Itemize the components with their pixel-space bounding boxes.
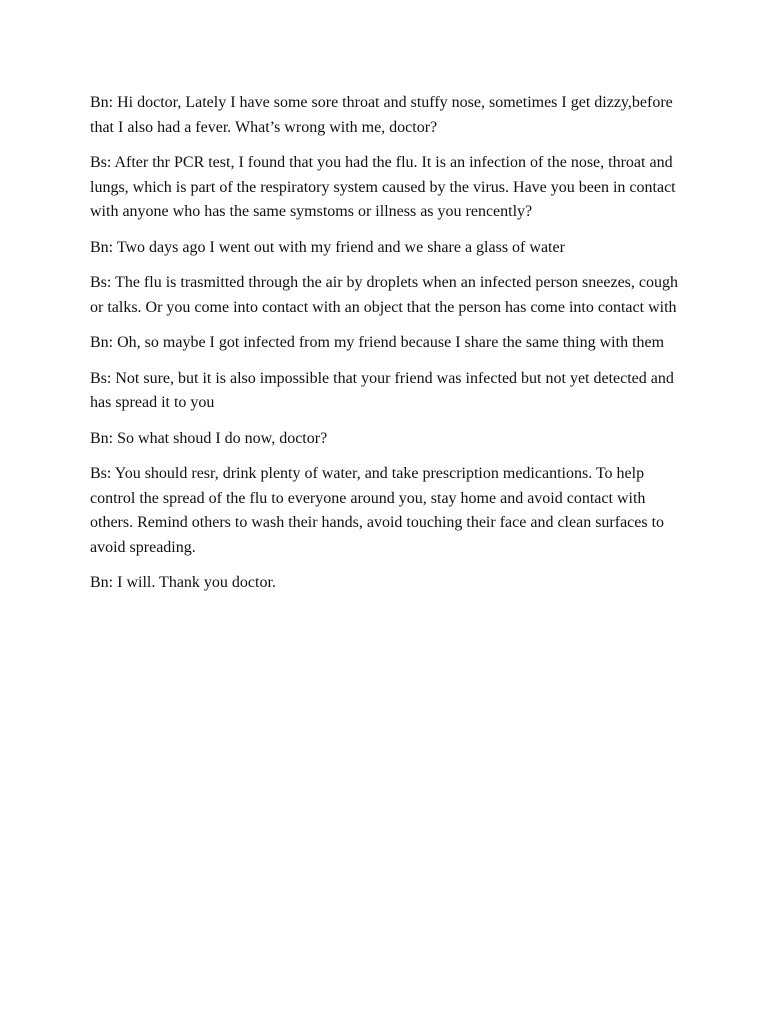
dialogue-line-doctor: Bs: Not sure, but it is also impossible that your friend was infected but not yet detected and has spread it to you [90, 369, 674, 411]
document-body [90, 91, 680, 607]
dialogue-line-patient: Bn: So what shoud I do now, doctor? [90, 429, 328, 447]
dialogue-line-patient: Bn: Hi doctor, Lately I have some sore throat and stuffy nose, sometimes I get dizzy,before that I also had a fever. What’s wrong with me, doctor? [90, 94, 673, 136]
dialogue-line-doctor: Bs: After thr PCR test, I found that you had the flu. It is an infection of the nose, throat and lungs, which is part of the respiratory system caused by the virus. Have you been in contact with anyone who has the same symstoms or illness as you rencently? [90, 154, 676, 220]
dialogue-line-patient: Bn: Two days ago I went out with my friend and we share a glass of water [90, 238, 565, 256]
dialogue-line-patient: Bn: Oh, so maybe I got infected from my friend because I share the same thing with them [90, 334, 665, 351]
dialogue-line-patient: Bn: I will. Thank you doctor. [90, 574, 276, 591]
dialogue-line-doctor: Bs: You should resr, drink plenty of water, and take prescription medicantions. To help control the spread of the flu to everyone around you, stay home and avoid contact with others. Remind others to wash their hands, avoid touching their face and clean surfaces to avoid spreading. [90, 465, 665, 556]
dialogue-line-doctor: Bs: The flu is trasmitted through the air by droplets when an infected person sneezes, cough or talks. Or you come into contact with an object that the person has come into contact with [90, 274, 678, 316]
